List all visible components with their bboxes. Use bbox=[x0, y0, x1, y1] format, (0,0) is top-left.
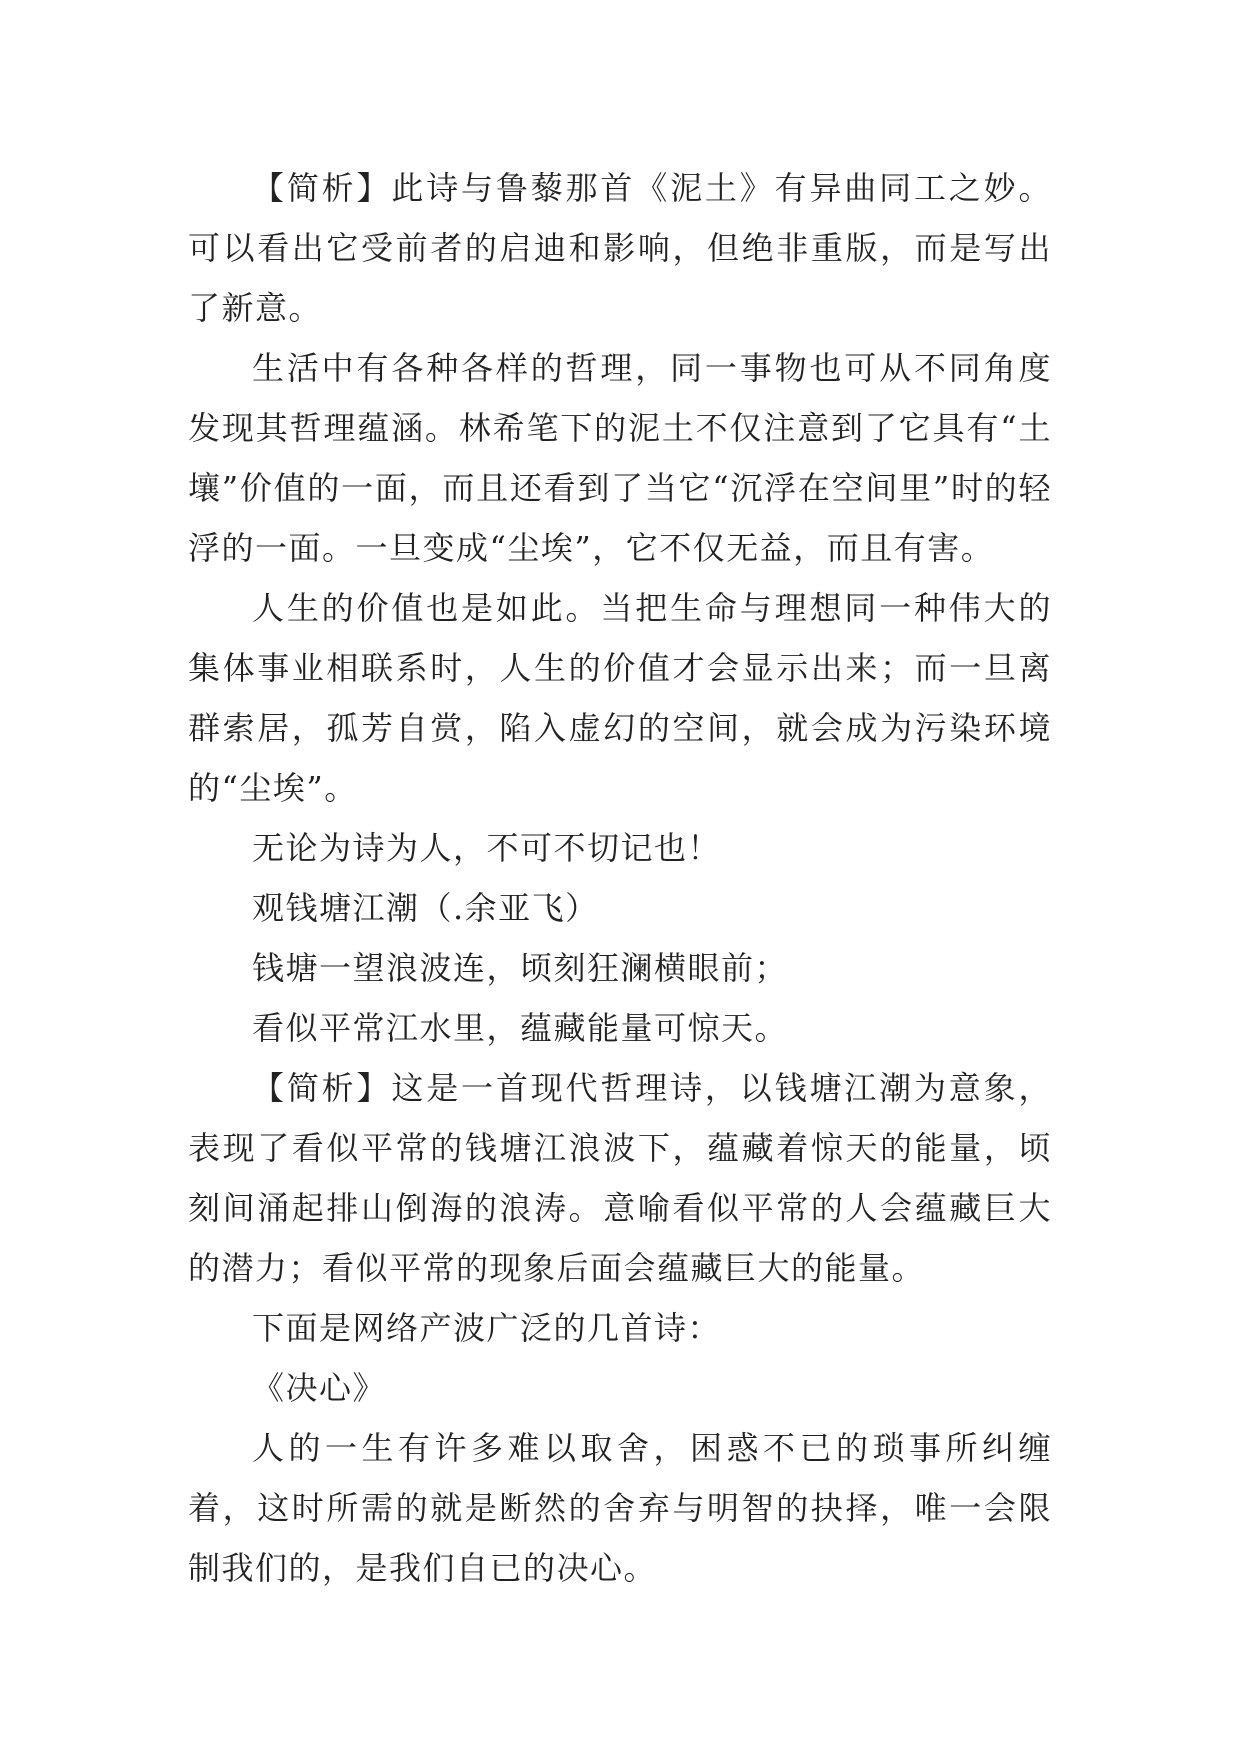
paragraph-philosophy: 生活中有各种各样的哲理，同一事物也可从不同角度发现其哲理蕴涵。林希笔下的泥土不仅注意到了它具有“土壤”价值的一面，而且还看到了当它“沉浮在空间里”时的轻浮的一面。一旦变成“尘埃”，它不仅无益，而且有害。 bbox=[188, 349, 1052, 567]
paragraph-life-value: 人生的价值也是如此。当把生命与理想同一种伟大的集体事业相联系时，人生的价值才会显示出来；而一旦离群索居，孤芳自赏，陷入虚幻的空间，就会成为污染环境的“尘埃”。 bbox=[188, 589, 1052, 807]
poem-line-1: 钱塘一望浪波连，顷刻狂澜横眼前； bbox=[252, 949, 789, 987]
paragraph-intro: 下面是网络产波广泛的几首诗： bbox=[252, 1309, 722, 1347]
poem-title: 观钱塘江潮（.余亚飞） bbox=[252, 889, 599, 927]
paragraph-resolve: 人的一生有许多难以取舍，困惑不已的琐事所纠缠着，这时所需的就是断然的舍弃与明智的抉择，唯一会限制我们的，是我们自已的决心。 bbox=[188, 1429, 1052, 1587]
poem-title-resolve: 《决心》 bbox=[252, 1369, 387, 1407]
document-body bbox=[188, 158, 1052, 1598]
paragraph-analysis-1: 【简析】此诗与鲁藜那首《泥土》有异曲同工之妙。可以看出它受前者的启迪和影响，但绝非重版，而是写出了新意。 bbox=[188, 169, 1052, 327]
paragraph-conclusion: 无论为诗为人，不可不切记也！ bbox=[252, 829, 722, 867]
paragraph-analysis-2: 【简析】这是一首现代哲理诗，以钱塘江潮为意象，表现了看似平常的钱塘江浪波下，蕴藏着惊天的能量，顷刻间涌起排山倒海的浪涛。意喻看似平常的人会蕴藏巨大的潜力；看似平常的现象后面会蕴藏巨大的能量。 bbox=[188, 1069, 1052, 1287]
poem-line-2: 看似平常江水里，蕴藏能量可惊天。 bbox=[252, 1009, 789, 1047]
